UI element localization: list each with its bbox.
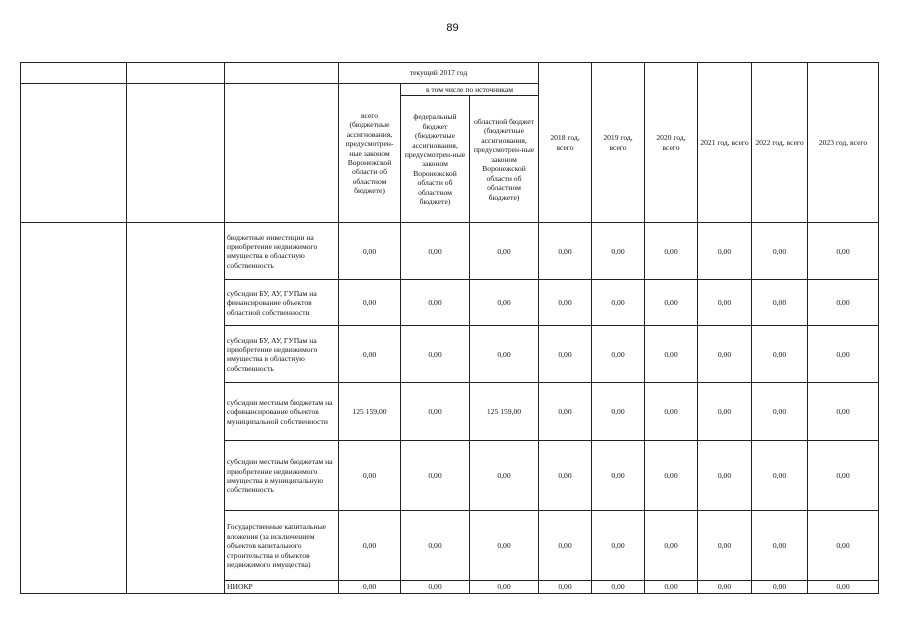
value-cell: 0,00	[401, 441, 470, 511]
total-header: всего (бюджетные ассигнования, предусмотрен-ные законом Воронежской области об областном бюджете)	[339, 84, 401, 223]
value-cell: 0,00	[808, 441, 879, 511]
value-cell: 0,00	[698, 383, 752, 441]
value-cell: 0,00	[808, 326, 879, 383]
header-blank-5	[127, 84, 225, 223]
row-label: субсидии БУ, АУ, ГУПам на финансирование объектов областной собственности	[225, 280, 339, 326]
value-cell: 0,00	[698, 326, 752, 383]
value-cell: 0,00	[752, 280, 808, 326]
value-cell: 0,00	[470, 280, 539, 326]
value-cell: 0,00	[401, 223, 470, 280]
value-cell: 0,00	[401, 280, 470, 326]
value-cell: 0,00	[645, 511, 698, 581]
row-label: Государственные капитальные вложения (за исключением объектов капитального строительства и объектов недвижимого имущества)	[225, 511, 339, 581]
value-cell: 0,00	[539, 441, 592, 511]
value-cell: 0,00	[808, 383, 879, 441]
year-2021-header: 2021 год, всего	[698, 63, 752, 223]
federal-header: федеральный бюджет (бюджетные ассигнования, предусмотрен-ные законом Воронежской области об областном бюджете)	[401, 96, 470, 223]
year-2019-header: 2019 год, всего	[592, 63, 645, 223]
value-cell: 125 159,00	[470, 383, 539, 441]
sources-subheader: в том числе по источникам	[401, 84, 539, 96]
value-cell: 0,00	[808, 280, 879, 326]
current-year-header: текущий 2017 год	[339, 63, 539, 84]
header-blank-1	[21, 63, 127, 84]
value-cell: 0,00	[698, 511, 752, 581]
value-cell: 0,00	[592, 383, 645, 441]
value-cell: 0,00	[539, 581, 592, 593]
value-cell: 0,00	[698, 223, 752, 280]
row-label: субсидии местным бюджетам на софинансирование объектов муниципальной собственности	[225, 383, 339, 441]
table-row	[21, 223, 879, 280]
value-cell: 0,00	[752, 383, 808, 441]
value-cell: 0,00	[470, 223, 539, 280]
value-cell: 0,00	[592, 581, 645, 593]
value-cell: 0,00	[698, 441, 752, 511]
value-cell: 0,00	[645, 441, 698, 511]
value-cell: 0,00	[401, 581, 470, 593]
value-cell: 0,00	[698, 581, 752, 593]
year-2023-header: 2023 год, всего	[808, 63, 879, 223]
header-blank-6	[225, 84, 339, 223]
year-2022-header: 2022 год, всего	[752, 63, 808, 223]
value-cell: 0,00	[752, 441, 808, 511]
budget-table	[20, 62, 879, 594]
value-cell: 0,00	[592, 441, 645, 511]
value-cell: 0,00	[539, 383, 592, 441]
value-cell: 0,00	[401, 383, 470, 441]
value-cell: 0,00	[752, 326, 808, 383]
value-cell: 0,00	[645, 383, 698, 441]
value-cell: 0,00	[752, 511, 808, 581]
value-cell: 0,00	[752, 581, 808, 593]
header-blank-2	[127, 63, 225, 84]
regional-header: областной бюджет (бюджетные ассигнования, предусмотрен-ные законом Воронежской области об областном бюджете)	[470, 96, 539, 223]
value-cell: 0,00	[470, 441, 539, 511]
value-cell: 0,00	[339, 441, 401, 511]
value-cell: 0,00	[539, 223, 592, 280]
value-cell: 0,00	[645, 581, 698, 593]
value-cell: 0,00	[539, 511, 592, 581]
value-cell: 0,00	[339, 511, 401, 581]
value-cell: 0,00	[339, 326, 401, 383]
value-cell: 0,00	[401, 511, 470, 581]
year-2020-header: 2020 год, всего	[645, 63, 698, 223]
value-cell: 0,00	[539, 326, 592, 383]
value-cell: 0,00	[645, 326, 698, 383]
value-cell: 0,00	[698, 280, 752, 326]
value-cell: 0,00	[470, 511, 539, 581]
value-cell: 0,00	[470, 581, 539, 593]
value-cell: 0,00	[752, 223, 808, 280]
value-cell: 0,00	[808, 223, 879, 280]
empty-column-1	[21, 223, 127, 593]
value-cell: 0,00	[808, 581, 879, 593]
row-label: бюджетные инвестиции на приобретение недвижимого имущества в областную собственность	[225, 223, 339, 280]
row-label: субсидии местным бюджетам на приобретение недвижимого имущества в муниципальную собственность	[225, 441, 339, 511]
value-cell: 0,00	[339, 581, 401, 593]
value-cell: 125 159,00	[339, 383, 401, 441]
value-cell: 0,00	[339, 280, 401, 326]
row-label: НИОКР	[225, 581, 339, 593]
header-blank-3	[225, 63, 339, 84]
year-2018-header: 2018 год, всего	[539, 63, 592, 223]
value-cell: 0,00	[645, 280, 698, 326]
value-cell: 0,00	[592, 326, 645, 383]
header-blank-4	[21, 84, 127, 223]
row-label: субсидии БУ, АУ, ГУПам на приобретение недвижимого имущества в областную собственность	[225, 326, 339, 383]
header-row-1	[21, 63, 879, 84]
value-cell: 0,00	[339, 223, 401, 280]
empty-column-2	[127, 223, 225, 593]
value-cell: 0,00	[645, 223, 698, 280]
value-cell: 0,00	[808, 511, 879, 581]
value-cell: 0,00	[592, 223, 645, 280]
value-cell: 0,00	[592, 511, 645, 581]
value-cell: 0,00	[401, 326, 470, 383]
value-cell: 0,00	[470, 326, 539, 383]
value-cell: 0,00	[592, 280, 645, 326]
value-cell: 0,00	[539, 280, 592, 326]
page-number: 89	[446, 22, 459, 34]
